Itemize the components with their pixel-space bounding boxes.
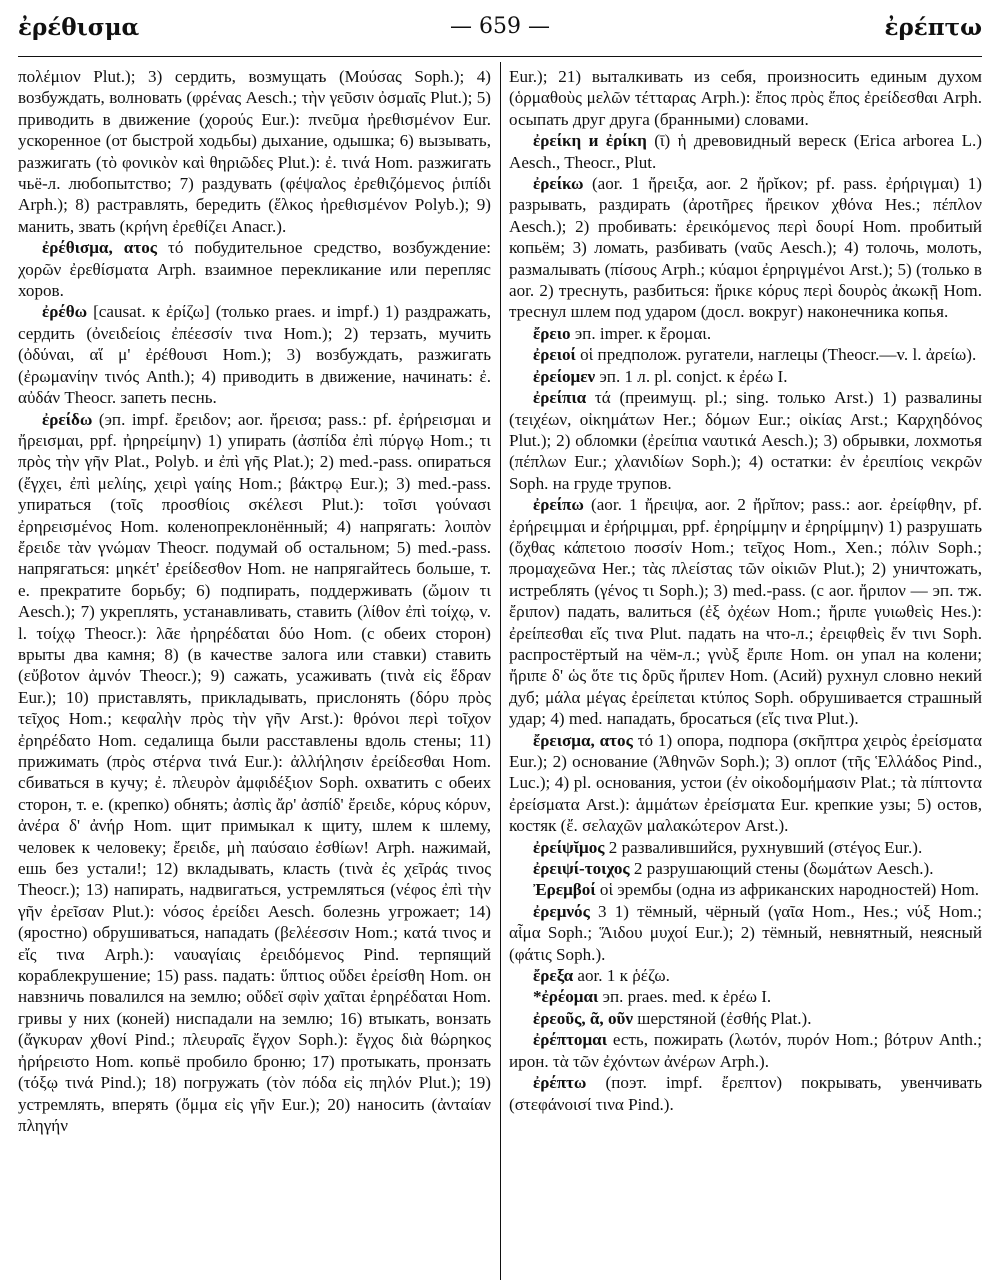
entry-text: 2 разрушающий стены (δωμάτων Aesch.). xyxy=(633,859,934,879)
dictionary-entry xyxy=(509,1072,982,1115)
dictionary-entry xyxy=(18,301,491,408)
dictionary-entry xyxy=(18,409,491,1137)
entry-text: есть, пожирать (λωτόν, πυρόν Hom.; βότρυν Anth.; ирон. τὰ τῶν ἐχόντων ἀνέρων Arph.). xyxy=(509,1030,982,1071)
entry-text: (эп. impf. ἔρειδον; aor. ἤρεισα; pass.: pf. ἐρήρεισμαι и ἤρεισμαι, ppf. ἠρηρείμην) 1) упирать (ἀσπίδα ἐπὶ πύργῳ Hom.; τι πρὸς τὴν γῆν Plat., Polyb. и ἐπὶ γῆς Plat.); 2) med.-pass. опираться (ἔγχει, ἐπὶ μελίης, χειρὶ γαίης Hom.; βάκτρῳ Eur.); 3) med.-pass. упираться (τοῖς προσθίοις σκέλεσι Plut.): τοῖσι γούνασι ἐρηρεισμένος Hom. коленопреклонённый; 4) напрягать: λοιπὸν ἔρειδε τὰν γνώμαν Theocr. подумай об остальном; 5) med.-pass. напрягаться: μηκέτ' ἐρείδεσθον Hom. не напрягайтесь больше, т. е. прекратите борьбу; 6) подпирать, поддерживать (ὤμοιν τι Aesch.); 7) укреплять, устанавливать, ставить (λίθον ἐπὶ τοίχῳ, v. l. τοίχῳ Theocr.): λᾶε ἠρηρέδαται δύο Hom. (с обеих сторон) врыты два камня; 8) (в качестве залога или ставки) ставить (εὔβοτον ἀμνόν Theocr.); 9) сажать, усаживать (τινὰ εἰς ἕδραν Eur.); 10) приставлять, прикладывать, прислонять (δόρυ πρὸς τεῖχος Hom.; κεφαλὴν πρὸς τὴν γῆν Arst.): θρόνοι περὶ τοῖχον ἐρηρέδατο Hom. седалища были расставлены вдоль стены; 11) прижимать (πρὸς στέρνα τινά Eur.): ἀλλήλησιν ἐρείδεσθαι Hom. сбиваться в кучу; ἐ. πλευρὸν ἀμφιδέξιον Soph. охватить с обеих сторон, т. е. (крепко) обнять; ἀσπὶς ἄρ' ἀσπίδ' ἔρειδε, κόρυς κόρυν, ἀνέρα δ' ἀνήρ Hom. щит примыкал к щиту, шлем к шлему, человек к человеку; ἔρειδε, μὴ παύσαιο ἐσθίων! Arph. нажимай, ешь без устали!; 12) вкладывать, класть (τινὰ ἐς χεῖράς τινος Theocr.); 13) напирать, надвигаться, устремляться (νέφος ἐπὶ τὴν γῆν ἐρεῖσαν Plut.): νόσος ἐρείδει Aesch. болезнь угрожает; 14) (яростно) обрушиваться, нападать (βελέεσσιν Hom.; κατά τινος и εἴς τινα Arph.): ναυαγίαις ἐρειδόμενος Pind. терпящий кораблекрушение; 15) pass. падать: ὕπτιος οὔδει ἐρείσθη Hom. он навзничь повалился на землю; οὔδεϊ σφὶν χαῖται ἐρηρέδαται Hom. гривы у них (коней) ниспадали на землю; 16) втыкать, вонзать (ἄγκυραν χθονί Pind.; πλευραῖς ἔγχον Soph.): ἔγχος διὰ θώρηκος ἠρήρειστο Hom. копьё пробило броню; 17) протыкать, пронзать (τόξῳ τινά Pind.); 18) погружать (τὸν πόδα εἰς πηλόν Plut.); 19) устремлять, вперять (ὄμμα εἰς γῆν Eur.); 20) наносить (ἀνταίαν πληγήν xyxy=(18,409,491,1135)
page-header xyxy=(18,14,982,48)
dictionary-entry xyxy=(509,837,982,858)
dictionary-entry xyxy=(509,858,982,879)
dictionary-entry xyxy=(509,986,982,1007)
entry-text: 2 развалившийся, рухнувший (στέγος Eur.). xyxy=(608,837,923,857)
entry-text: эп. imper. к ἔρομαι. xyxy=(574,323,712,343)
entry-text: эп. praes. med. к ἐρέω I. xyxy=(602,987,772,1007)
dictionary-entry xyxy=(509,323,982,344)
entry-headword: *ἐρέομαι xyxy=(532,987,599,1007)
entry-text: (aor. 1 ἤρειξα, aor. 2 ἤρῐκον; pf. pass. ἐρήριγμαι) 1) разрывать, раздирать (ἀροτῆρες ἤρεικον χθόνα Hes.; πέπλον Aesch.); 2) пробивать: ἐρεικόμενος περὶ δουρί Hom. пробитый копьём; 3) ломать, разбивать (ναῦς Aesch.); 4) толочь, молоть, размалывать (πίσους Arph.; κύαμοι ἐρηριγμένοι Arst.); 5) (только в aor. 2) треснуть, разбиться: ἤρικε κόρυς περὶ δουρὸς ἀκωκῇ Hom. треснул шлем под ударом (досл. вокруг) наконечника копья. xyxy=(509,174,982,322)
entry-headword: Ἐρεμβοί xyxy=(532,880,596,900)
entry-text: (aor. 1 ἤρειψα, aor. 2 ἤρῐπον; pass.: aor. ἐρείφθην, pf. ἐρήρειμμαι и ἐρήριμμαι, ppf. ἐρηρίμμην и ἐρηρίμμην) 1) разрушать (ὄχθας κάπετοιο ποσσίν Hom.; τεῖχος Hom., Xen.; πόλιν Soph.; προμαχεῶνα Her.; τὰς πλείστας τῶν οἰκιῶν Plut.); 2) уничтожать, истреблять (γένος τι Soph.); 3) med.-pass. (с aor. ἤριπον — эп. тж. ἔριπον) падать, валиться (ἐξ ὀχέων Hom.; ἤριπε γυιωθεὶς Hes.): ἐρείπεσθαι εἴς τινα Plut. падать на что-л.; ἐρειφθεὶς ἔν τινι Soph. распростёртый на чём-л.; γνὺξ ἔριπε Hom. он упал на колени; ἤριπε δ' ὡς ὅτε τις δρῦς ἤριπεν Hom. (Асий) рухнул словно некий дуб; μάλα μέγας ἐρείπεται κτύπος Soph. обрушивается страшный удар; 4) med. нападать, бросаться (εἴς τινα Plut.). xyxy=(509,495,982,729)
dictionary-entry xyxy=(509,387,982,494)
header-rule xyxy=(18,56,982,57)
entry-headword: ἐρειψί-τοιχος xyxy=(532,859,630,879)
entry-headword: ἐρείκω xyxy=(532,174,584,194)
entry-headword: ἐρείπω xyxy=(532,495,584,515)
entry-text: aor. 1 к ῥέζω. xyxy=(577,966,670,986)
entry-text: эп. 1 л. pl. conjct. к ἐρέω I. xyxy=(599,366,788,386)
entry-headword: ἐρεμνός xyxy=(532,901,590,921)
dictionary-entry xyxy=(18,237,491,301)
entry-text: шерстяной (ἐσθής Plat.). xyxy=(637,1008,812,1028)
page-number: — 659 — xyxy=(450,14,550,39)
dictionary-entry xyxy=(509,130,982,173)
dictionary-entry xyxy=(509,66,982,130)
entry-text: πολέμιον Plut.); 3) сердить, возмущать (Μούσας Soph.); 4) возбуждать, волновать (φρένας Aesch.; τὴν γεῦσιν ὀσμαῖς Plut.); 5) приводить в движение (χορούς Eur.): πνεῦμα ἠρεθισμένον Eur. ускоренное (от быстрой ходьбы) дыхание, одышка; 6) вызывать, разжигать (τὸ φονικὸν καὶ θηριῶδες Plut.): ἐ. τινά Hom. разжигать чьё-л. любопытство; 7) раздувать (φέψαλος ἐρεθιζόμενος ῥιπίδι Arph.); 8) растравлять, бередить (ἕλκος ἠρεθισμένον Polyb.); 9) манить, звать (κρήνη ἐρεθίζει Anacr.). xyxy=(18,67,491,236)
entry-text: τά (преимущ. pl.; sing. только Arst.) 1) развалины (τειχέων, οἰκημάτων Her.; δόμων Eur.; οἰκίας Arst.; Καρχηδόνος Plut.); 2) обломки (ἐρείπια ναυτικά Aesch.); 3) обрывки, лохмотья (πέπλων Eur.; χλανιδίων Soph.); 4) остатки: ἐν ἐρειπίοις νεκρῶν Soph. на груде трупов. xyxy=(509,388,982,493)
entry-text: τό 1) опора, подпора (σκῆπτρα χειρὸς ἐρείσματα Eur.); 2) основание (Ἀθηνῶν Soph.); 3) оплот (τῆς Ἑλλάδος Pind., Luc.); 4) pl. основания, устои (ἐν οἰκοδομήμασιν Plat.; τὰ πίπτοντα ἐρείσματα Arst.): ἁμμάτων ἐρείσματα Eur. крепкие узы; 5) остов, костяк (ἔ. σελαχῶν μαλακώτερον Arst.). xyxy=(509,730,982,836)
entry-headword: ἔρεξα xyxy=(532,966,574,986)
entry-headword: ἐρειοί xyxy=(532,345,576,365)
entry-text: οἱ предполож. ругатели, наглецы (Theocr.—v. l. ἀρείω). xyxy=(580,345,977,365)
dictionary-entry xyxy=(509,344,982,365)
dictionary-entry xyxy=(509,879,982,900)
entry-text: (ῑ) ἡ древовидный вереск (Erica arborea L.) Aesch., Theocr., Plut. xyxy=(509,131,982,172)
entry-text: Eur.); 21) выталкивать из себя, произносить единым духом (ὁρμαθοὺς μελῶν τέτταρας Arph.): ἔπος πρὸς ἔπος ἐρείδεσθαι Arph. осыпать друг друга (бранными) словами. xyxy=(509,67,982,129)
entry-text: (поэт. impf. ἔρεπτον) покрывать, увенчивать (στεφάνοισί τινα Pind.). xyxy=(509,1073,982,1114)
entry-headword: ἐρέπτω xyxy=(532,1073,587,1093)
left-column xyxy=(18,66,491,1278)
entry-headword: ἔρεισμα, ατος xyxy=(532,730,633,750)
entry-headword: ἐρείκη и ἐρίκη xyxy=(532,131,647,151)
entry-text: [causat. к ἐρίζω] (только praes. и impf.) 1) раздражать, сердить (ὀνειδείοις ἐπέεσσίν τινα Hom.); 2) терзать, мучить (ὀδύναι, αἵ μ' ἐρέθουσι Hom.); 3) возбуждать, разжигать (ἐρωμανίην τινός Anth.); 4) приводить в движение, начинать: ἐ. αὐδάν Theocr. запеть песнь. xyxy=(18,302,491,408)
entry-headword: ἐρέθω xyxy=(41,302,88,322)
dictionary-entry xyxy=(509,494,982,729)
entry-headword: ἐρέθισμα, ατος xyxy=(41,238,157,258)
entry-headword: ἐρέπτομαι xyxy=(532,1030,608,1050)
dictionary-entry xyxy=(509,1008,982,1029)
right-column xyxy=(509,66,982,1278)
entry-text: τό побудительное средство, возбуждение: χορῶν ἐρεθίσματα Arph. взаимное перекликание или перепляс хоров. xyxy=(18,238,491,301)
entry-text: οἱ эрембы (одна из африканских народностей) Hom. xyxy=(599,880,980,900)
column-divider xyxy=(500,62,501,1280)
dictionary-entry xyxy=(18,66,491,237)
dictionary-entry xyxy=(509,366,982,387)
entry-headword: ἐρείομεν xyxy=(532,366,596,386)
dictionary-entry xyxy=(509,901,982,965)
dictionary-entry xyxy=(509,730,982,837)
entry-headword: ἐρεοῦς, ᾶ, οῦν xyxy=(532,1008,634,1028)
entry-text: 3 1) тёмный, чёрный (γαῖα Hom., Hes.; νύξ Hom.; αἷμα Soph.; Ἅιδου μυχοί Eur.); 2) тёмный, невнятный, неясный (φάτις Soph.). xyxy=(509,901,982,964)
dictionary-entry xyxy=(509,173,982,323)
entry-headword: ἐρείδω xyxy=(41,409,93,429)
header-guide-word-right: ἐρέπτω xyxy=(884,14,982,41)
entry-headword: ἐρείπια xyxy=(532,388,587,408)
entry-headword: ἐρείψῐμος xyxy=(532,837,605,857)
entry-headword: ἔρειο xyxy=(532,323,571,343)
dictionary-entry xyxy=(509,965,982,986)
dictionary-entry xyxy=(509,1029,982,1072)
header-guide-word-left: ἐρέθισμα xyxy=(18,14,140,41)
